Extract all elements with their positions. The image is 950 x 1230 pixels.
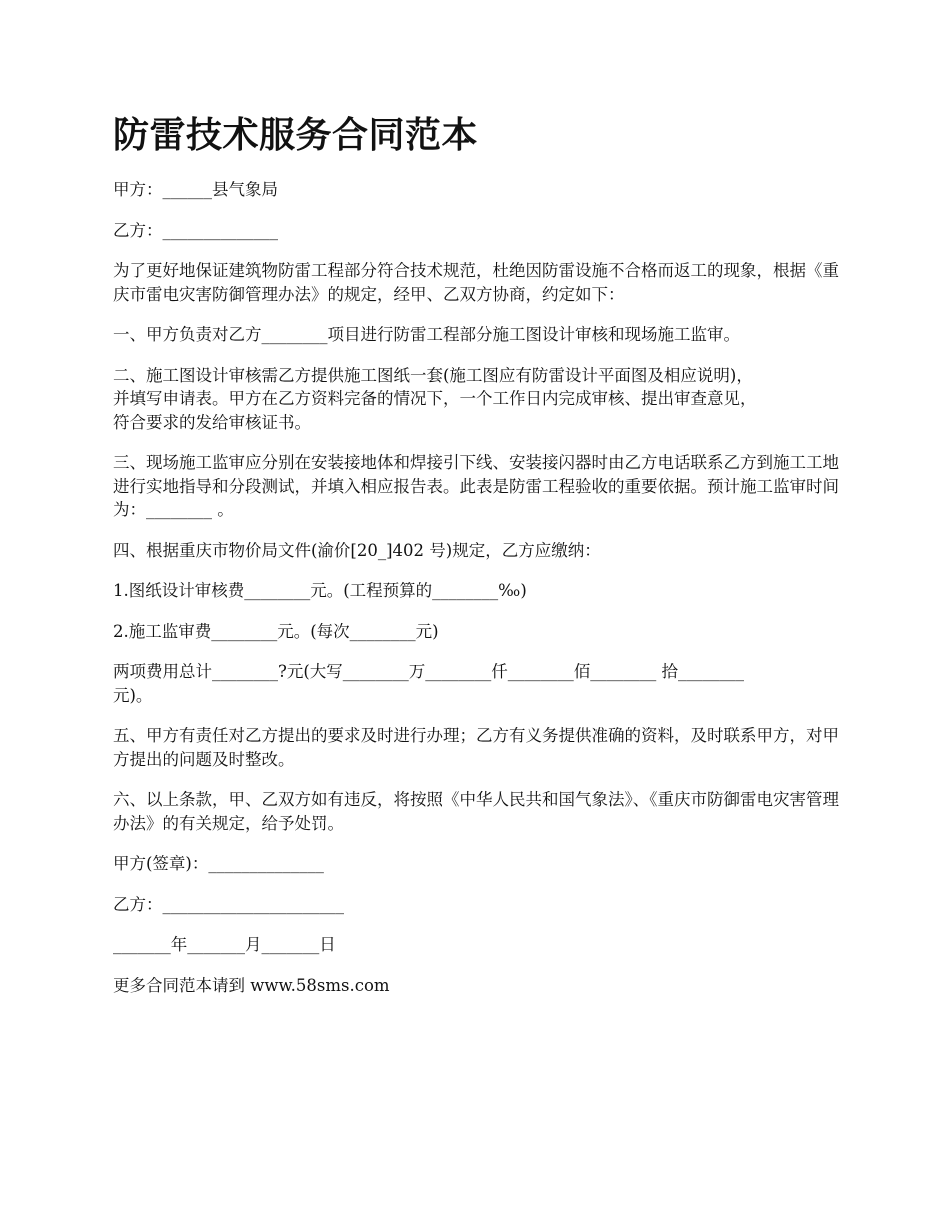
signature-date: _______年_______月_______日 (113, 935, 336, 954)
clause-6: 六、以上条款，甲、乙双方如有违反，将按照《中华人民共和国气象法》、《重庆市防御雷电灾害管理办法》的有关规定，给予处罚。 (113, 790, 839, 833)
fee-item-2: 2.施工监审费________元。(每次________元) (113, 621, 439, 641)
party-b-signature: 乙方：______________________ (113, 894, 344, 914)
preamble-paragraph: 为了更好地保证建筑物防雷工程部分符合技术规范，杜绝因防雷设施不合格而返工的现象，根据《重庆市雷电灾害防御管理办法》的规定，经甲、乙双方协商，约定如下： (113, 261, 839, 304)
clause-2: 二、施工图设计审核需乙方提供施工图纸一套(施工图应有防雷设计平面图及相应说明)， 并填写申请表。甲方在乙方资料完备的情况下，一个工作日内完成审核、提出审查意见， 符合要求的发给审核证书。 (113, 365, 757, 432)
clause-3: 三、现场施工监审应分别在安装接地体和焊接引下线、安装接闪器时由乙方电话联系乙方到施工工地进行实地指导和分段测试，并填入相应报告表。此表是防雷工程验收的重要依据。预计施工监审时间为：________ 。 (113, 453, 839, 519)
fee-total: 两项费用总计________?元(大写________万________仟________佰________ 拾________ 元)。 (113, 662, 745, 705)
clause-1: 一、甲方负责对乙方________项目进行防雷工程部分施工图设计审核和现场施工监审。 (113, 325, 740, 344)
party-b-line: 乙方：______________ (113, 220, 278, 240)
document-title: 防雷技术服务合同范本 (113, 115, 479, 156)
clause-4: 四、根据重庆市物价局文件(渝价[20_]402 号)规定，乙方应缴纳： (113, 540, 601, 560)
footer-link-text: 更多合同范本请到 www.58sms.com (113, 975, 390, 995)
clause-5: 五、甲方有责任对乙方提出的要求及时进行办理；乙方有义务提供准确的资料，及时联系甲方，对甲方提出的问题及时整改。 (113, 726, 839, 769)
fee-item-1: 1.图纸设计审核费________元。(工程预算的________‰) (113, 581, 527, 600)
party-a-signature: 甲方(签章)：______________ (113, 854, 324, 873)
document-page (113, 112, 848, 1014)
party-a-line: 甲方：______县气象局 (113, 180, 278, 199)
